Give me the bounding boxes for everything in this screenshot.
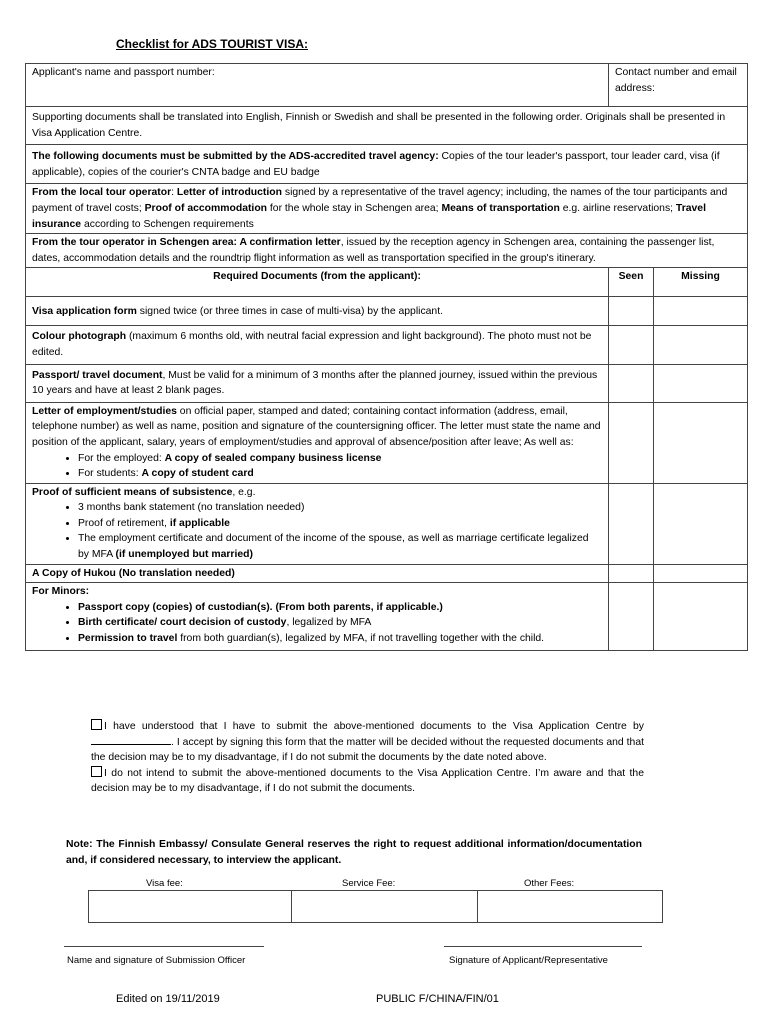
doc-photo: Colour photograph (maximum 6 months old, with neutral facial expression and light background). The photo must not be edited. — [26, 326, 609, 364]
agency-text: The following documents must be submitted by the ADS-accredited travel agency: Copies of the tour leader's passport, tour leader card, visa (if applicable), copies of the courier's CNTA badge and EU badge — [26, 145, 748, 184]
contact-field[interactable]: Contact number and email address: — [609, 64, 748, 107]
doc-row-minors — [26, 583, 748, 650]
doc-visa-form: Visa application form signed twice (or three times in case of multi-visa) by the applicant. — [26, 297, 609, 326]
doc-row-passport — [26, 364, 748, 402]
page-title: Checklist for ADS TOURIST VISA: — [116, 37, 309, 51]
required-docs-heading: Required Documents (from the applicant): — [26, 268, 609, 297]
applicant-info-row — [26, 64, 748, 107]
edited-date: Edited on 19/11/2019 — [116, 993, 220, 1005]
declaration — [91, 719, 644, 796]
list-item: • Birth certificate/ court decision of custody, legalized by MFA — [78, 615, 602, 631]
submit-later-checkbox[interactable] — [91, 719, 102, 730]
seen-checkbox-minors[interactable] — [609, 583, 654, 650]
declaration-option-decline: I do not intend to submit the above-mentioned documents to the Visa Application Centre. I’m aware and that the decision may be to my disadvantage, if I do not submit the documents. — [91, 767, 644, 794]
doc-row-hukou — [26, 564, 748, 583]
list-item: • For the employed: A copy of sealed company business license — [78, 451, 602, 467]
doc-row-visa-form — [26, 297, 748, 326]
missing-checkbox-means[interactable] — [654, 483, 748, 564]
doc-passport: Passport/ travel document, Must be valid for a minimum of 3 months after the planned journey, issued within the previous 10 years and have at least 2 blank pages. — [26, 364, 609, 402]
service-fee-field[interactable] — [292, 891, 478, 923]
schengen-operator-row — [26, 234, 748, 268]
doc-row-photo — [26, 326, 748, 364]
doc-row-employment — [26, 402, 748, 483]
submission-date-field[interactable] — [91, 734, 171, 745]
doc-hukou: A Copy of Hukou (No translation needed) — [26, 564, 609, 583]
local-operator-row — [26, 184, 748, 234]
intro-row — [26, 107, 748, 145]
list-item: • Proof of retirement, if applicable — [78, 516, 602, 532]
other-fees-field[interactable] — [478, 891, 663, 923]
applicant-signature-line[interactable] — [444, 946, 642, 948]
missing-checkbox-visa-form[interactable] — [654, 297, 748, 326]
doc-employment: Letter of employment/studies on official paper, stamped and dated; containing contact information (address, email, telephone number) as well as name, position and signature of the countersigning officer. The letter must state the name and position of the applicant, salary, years of employment/studies and approval of absence/position after leave; As well as: • For the employed: A copy of sealed company business license • For students: A copy of student card — [26, 402, 609, 483]
list-item: • Permission to travel from both guardian(s), legalized by MFA, if not travelling together with the child. — [78, 631, 602, 647]
list-item: • 3 months bank statement (no translation needed) — [78, 500, 602, 516]
service-fee-label: Service Fee: — [342, 878, 396, 889]
doc-minors: For Minors: • Passport copy (copies) of custodian(s). (From both parents, if applicable.) • Birth certificate/ court decision of custody, legalized by MFA • Permission to travel from both guardian(s), legalized by MFA, if not travelling together with the child. — [26, 583, 609, 650]
doc-row-means — [26, 483, 748, 564]
seen-checkbox-employment[interactable] — [609, 402, 654, 483]
no-submit-checkbox[interactable] — [91, 766, 102, 777]
schengen-operator-text: From the tour operator in Schengen area: A confirmation letter, issued by the reception agency in Schengen area, containing the passenger list, dates, accommodation details and the roundtrip flight information as well as transportation specified in the group's itinerary. — [26, 234, 748, 268]
seen-checkbox-means[interactable] — [609, 483, 654, 564]
seen-column-header: Seen — [609, 268, 654, 297]
visa-fee-label: Visa fee: — [146, 878, 183, 889]
checklist-table — [25, 63, 748, 651]
seen-checkbox-passport[interactable] — [609, 364, 654, 402]
missing-column-header: Missing — [654, 268, 748, 297]
fees-table — [88, 890, 663, 923]
list-item: • For students: A copy of student card — [78, 466, 602, 482]
seen-checkbox-photo[interactable] — [609, 326, 654, 364]
local-operator-text: From the local tour operator: Letter of introduction signed by a representative of the travel agency; including, the names of the tour participants and payment of travel costs; Proof of accommodation for the whole stay in Schengen area; Means of transportation e.g. airline reservations; Travel insurance according to Schengen requirements — [26, 184, 748, 234]
applicant-name-field[interactable]: Applicant's name and passport number: — [26, 64, 609, 107]
list-item: • The employment certificate and document of the income of the spouse, as well as marriage certificate legalized by MFA (if unemployed but married) — [78, 531, 602, 562]
missing-checkbox-photo[interactable] — [654, 326, 748, 364]
list-item: • Passport copy (copies) of custodian(s). (From both parents, if applicable.) — [78, 600, 602, 616]
seen-checkbox-hukou[interactable] — [609, 564, 654, 583]
declaration-option-submit: I have understood that I have to submit the above-mentioned documents to the Visa Application Centre by . I accept by signing this form that the matter will be decided without the requested documents and that the decision may be to my disadvantage, if I do not submit the documents by the date noted above. — [91, 721, 644, 764]
seen-checkbox-visa-form[interactable] — [609, 297, 654, 326]
officer-signature-label: Name and signature of Submission Officer — [67, 955, 246, 966]
missing-checkbox-employment[interactable] — [654, 402, 748, 483]
document-code: PUBLIC F/CHINA/FIN/01 — [376, 993, 499, 1005]
doc-means: Proof of sufficient means of subsistence, e.g. • 3 months bank statement (no translation needed) • Proof of retirement, if applicable • The employment certificate and document of the income of the spouse, as well as marriage certificate legalized by MFA (if unemployed but married) — [26, 483, 609, 564]
other-fees-label: Other Fees: — [524, 878, 575, 889]
applicant-signature-label: Signature of Applicant/Representative — [449, 955, 608, 966]
officer-signature-line[interactable] — [64, 946, 264, 948]
missing-checkbox-hukou[interactable] — [654, 564, 748, 583]
missing-checkbox-minors[interactable] — [654, 583, 748, 650]
visa-fee-field[interactable] — [89, 891, 292, 923]
required-docs-header-row — [26, 268, 748, 297]
intro-text: Supporting documents shall be translated into English, Finnish or Swedish and shall be presented in the following order. Originals shall be presented in Visa Application Centre. — [26, 107, 748, 145]
embassy-note: Note: The Finnish Embassy/ Consulate General reserves the right to request additional information/documentation and, if considered necessary, to interview the applicant. — [66, 839, 642, 866]
agency-row — [26, 145, 748, 184]
missing-checkbox-passport[interactable] — [654, 364, 748, 402]
